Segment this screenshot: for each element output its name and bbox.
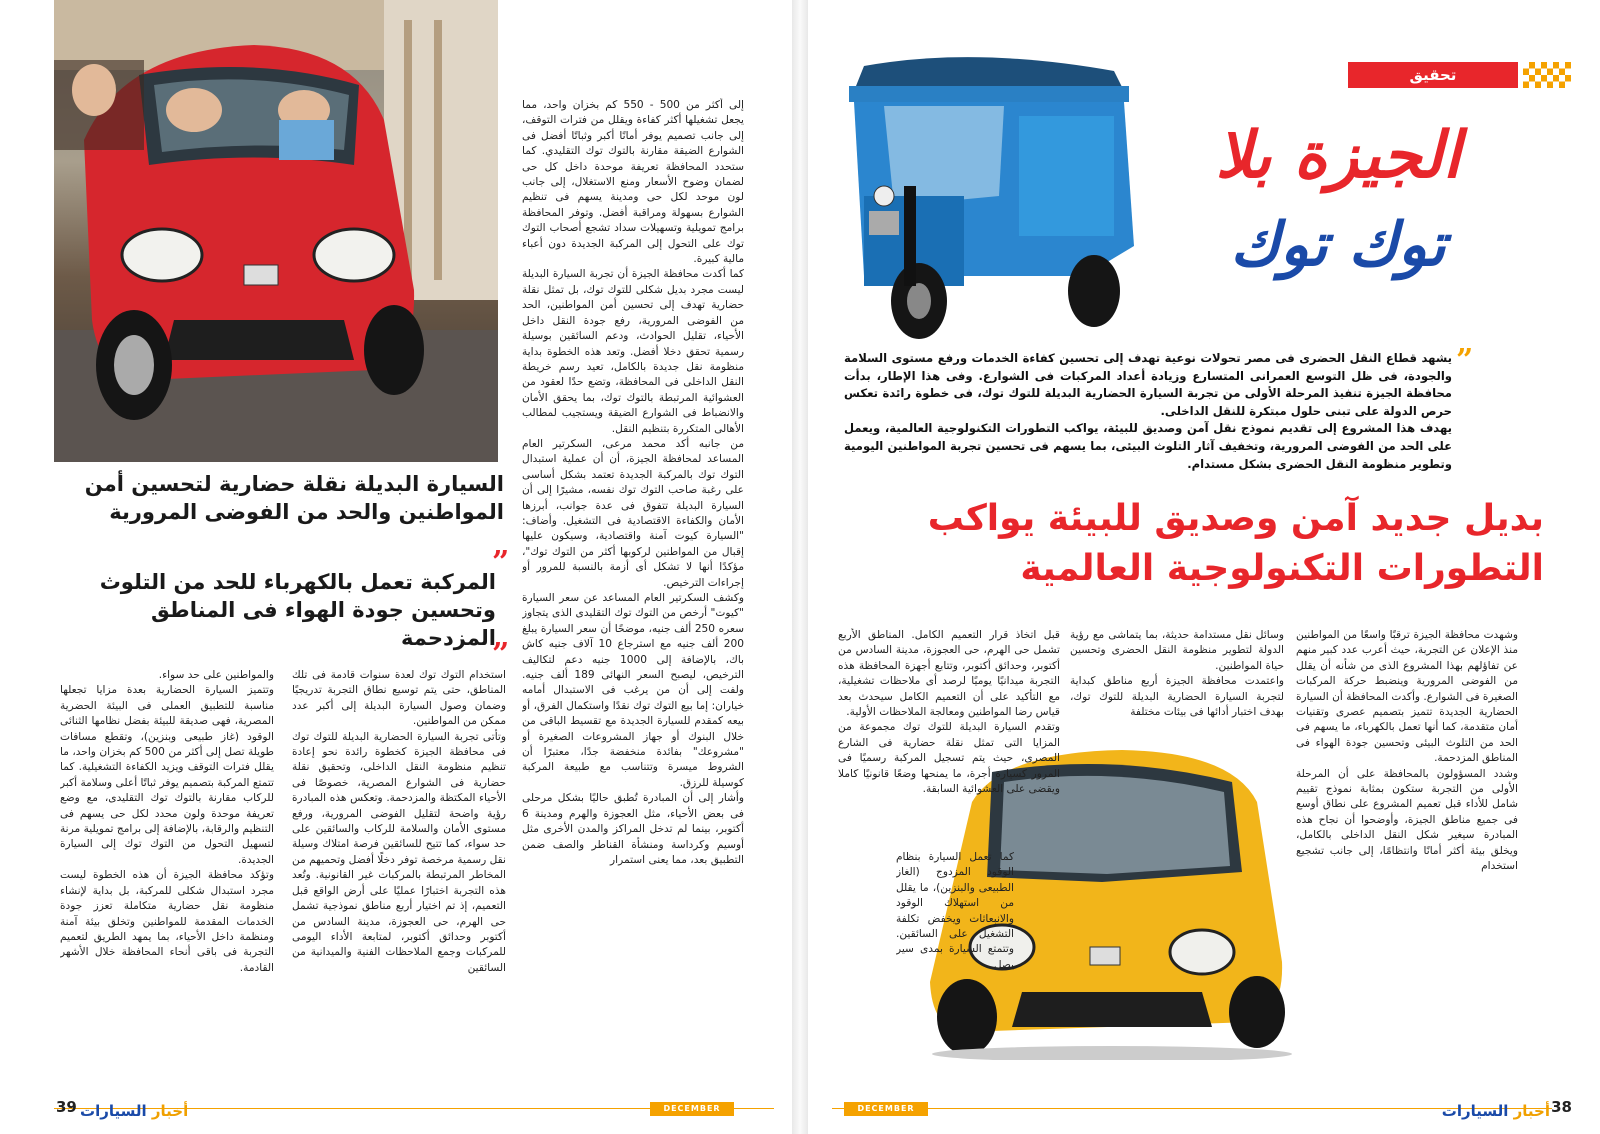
logo-part-b: السيارات: [1441, 1102, 1509, 1120]
intro-paragraph: [844, 350, 1452, 480]
article-column-4: [896, 850, 1014, 1060]
article-column-c: [60, 668, 274, 1060]
column-a-text: إلى أكثر من 500 - 550 كم بخزان واحد، مما يجعل تشغيلها أكثر كفاءة ويقلل من فترات التوقف، إلى جانب تصميم يوفر أمانًا أكبر وثباتًا أفضل فى الشوارع الضيقة مقارنة بالتوك توك التقليدي. كما ستحدد المحافظة تعريفة موحدة داخل كل حى لضمان وضوح الأسعار ومنع الاستغلال، إلى جانب لون موحد لكل حى ومدينة يسهم فى تنظيم الشوارع بسهولة ومراقبة أفضل. وتوفر المحافظة برامج تمويلية وتسهيلات سداد تشجع أصحاب التوك توك على التحول إلى المركبة الجديدة دون أعباء مالية كبيرة. كما أكدت محافظة الجيزة أن تجربة السيارة البديلة ليست مجرد بديل شكلى للتوك توك، بل تمثل نقلة حضارية تهدف إلى تحسين أمن المواطنين، الحد من الفوضى المرورية، رفع جودة النقل داخل الأحياء، تقليل الحوادث، ودعم السائقين بوسيلة رسمية تحقق دخلا أفضل. وتعد هذه الخطوة بداية منظومة نقل جديدة بالكامل، تعيد رسم خريطة النقل الداخلى فى المحافظة، وتضع حدًا لعقود من العشوائية المرتبطة بالتوك توك، بما يحقق الأمان والانضباط فى الشوارع الضيقة ويستجيب لمطالب الأهالى المتكررة بتنظيم النقل. من جانبه أكد محمد مرعى، السكرتير العام المساعد لمحافظة الجيزة، أن أن عملية استبدال التوك توك بالمركبة الجديدة تعتمد بشكل أساسى على رغبة صاحب التوك توك نفسه، مشيرًا إلى أن السيارة البديلة تتفوق فى عدة جوانب، أبرزها الأمان والكفاءة الاقتصادية فى التشغيل. وأضاف: "السيارة كيوت آمنة واقتصادية، وسيكون عليها إقبال من المواطنين لركوبها أكثر من التوك توك"، مؤكدًا أنها لا تشكل أى أزمة بالنسبة للمرور أو إجراءات الترخيص. وكشف السكرتير العام المساعد عن سعر السيارة "كيوت" أرخص من التوك توك التقليدى الذى يتجاوز سعره 250 ألف جنيه، موضحًا أن سعر السيارة يبلغ 200 ألف جنيه مع استرجاع 10 آلاف جنيه كاش باك، بالإضافة إلى 1000 جنيه دعم لتكاليف الترخيص، ليصبح السعر النهائى 189 ألف جنيه. ولفت إلى أن من يرغب فى الاستبدال أمامه خياران: إما بيع التوك توك نقدًا واستكمال الفرق، أو بيعه كمقدم للسيارة الجديدة مع تقسيط الباقى من خلال البنوك أو جهاز المشروعات الصغيرة أو "مشروعك" بفائدة منخفضة جدًا، معتبرًا أن الشروط ميسرة وتتناسب مع طبيعة المركبة كوسيلة للرزق. وأشار إلى أن المبادرة تُطبق حاليًا بشكل مرحلى فى بعض الأحياء، مثل العجوزة والهرم ومدينة 6 أكتوبر، بينما لم تدخل المراكز والمدن الأخرى مثل أوسيم وكرداسة ومنشأة القناطر والصف ضمن التطبيق بعد، مما يعنى استمرار: [522, 99, 744, 866]
article-column-a: [522, 98, 744, 1060]
main-title-line-1: الجيزة بلا: [1215, 119, 1461, 193]
checker-flag-icon: [1523, 62, 1571, 88]
section-tag: [1348, 62, 1518, 88]
caption-heading-2: المركبة تعمل بالكهرباء للحد من التلوث وتحسين جودة الهواء فى المناطق المزدحمة: [99, 570, 496, 650]
main-title-line-2: توك توك: [1230, 210, 1446, 280]
caption-heading-1: السيارة البديلة نقلة حضارية لتحسين أمن المواطنين والحد من الفوضى المرورية: [84, 472, 504, 524]
section-tag-label: تحقيق: [1409, 66, 1457, 84]
tuktuk-illustration: [824, 46, 1154, 346]
magazine-logo: [80, 1102, 188, 1120]
article-column-2: [1070, 628, 1284, 738]
column-2-text: وسائل نقل مستدامة حديثة، بما يتماشى مع رؤية الدولة لتطوير منظومة النقل الحضرى وتحسين حياة المواطنين. واعتمدت محافظة الجيزة أربع مناطق كبداية لتجربة السيارة الحضارية البديلة للتوك توك، بهدف اختبار أدائها فى بيئات مختلفة: [1070, 629, 1284, 719]
red-car-illustration: [54, 0, 498, 462]
quote-mark-icon-2: ”: [492, 637, 510, 672]
column-4-text: كما تعمل السيارة بنظام الوقود المزدوج (الغاز الطبيعى والبنزين)، ما يقلل من استهلاك الوقود والانبعاثات ويخفض تكلفة التشغيل على السائقين. وتتمتع السيارة بمدى سير يصل: [896, 851, 1014, 971]
red-car-photo: [54, 0, 498, 462]
logo-part-a: أخبار: [1513, 1102, 1550, 1120]
column-1-text: وشهدت محافظة الجيزة ترقبًا واسعًا من المواطنين منذ الإعلان عن التجربة، حيث أعرب عدد كبير منهم عن تفاؤلهم بهذا المشروع الذى من شأنه أن يقلل من الفوضى المرورية وينضبط حركة المركبات الصغيرة فى الشوارع. وأكدت المحافظة أن السيارة الحضارية الجديدة تتميز بتصميم عصرى وتقنيات أمان متقدمة، كما أنها تعمل بالكهرباء، ما يسهم فى الحد من التلوث البيئى وتحسين جودة الهواء فى المناطق المزدحمة. وشدد المسؤولون بالمحافظة على أن المرحلة الأولى من التجربة ستكون بمثابة نموذج تقييم شامل للأداء قبل تعميم المشروع على نطاق أوسع فى جميع مناطق الجيزة، وأوضحوا أن نجاح هذه المبادرة سيغير شكل النقل الداخلى بالكامل، ويخلق بيئة أكثر أمانًا وانتظامًا، إلى جانب تشجيع استخدام: [1296, 629, 1518, 873]
issue-month: DECEMBER 2025: [650, 1102, 734, 1116]
logo-part-b: السيارات: [80, 1102, 147, 1120]
page-number: 39: [56, 1098, 77, 1116]
page-number: 38: [1551, 1098, 1572, 1116]
intro-quote-mark-icon: ”: [1456, 343, 1474, 378]
page-gutter: [792, 0, 808, 1134]
tuktuk-photo: [824, 46, 1154, 346]
article-column-1: [1296, 628, 1518, 1060]
quote-mark-icon: ”: [492, 545, 510, 580]
column-b-text: استخدام التوك توك لعدة سنوات قادمة فى تلك المناطق، حتى يتم توسيع نطاق التجربة تدريجيًا وضمان وصول السيارة البديلة إلى أكبر عدد ممكن من المواطنين. وتأتى تجربة السيارة الحضارية البديلة للتوك توك فى محافظة الجيزة كخطوة رائدة نحو إعادة تنظيم منظومة النقل الداخلى، وتحقيق نقلة حضارية فى الشوارع المصرية، خصوصًا فى الأحياء المكتظة والمزدحمة. وتعكس هذه المبادرة رؤية واضحة لتقليل الفوضى المرورية، ورفع مستوى الأمان والسلامة للركاب والسائقين على حد سواء، كما تتيح للسائقين فرصة امتلاك وسيلة نقل رسمية مرخصة توفر دخلًا أفضل وتحميهم من المخاطر المرتبطة بالمركبات غير القانونية. وتُعد هذه التجربة اختبارًا عمليًا على أرض الواقع قبل التعميم، إذ تم اختيار أربع مناطق نموذجية تشمل حى الهرم، حى العجوزة، مدينة السادس من أكتوبر وحدائق أكتوبر، لمتابعة الأداء اليومى للمركبات وجمع الملاحظات الفنية والميدانية من السائقين: [292, 669, 506, 974]
column-c-text: والمواطنين على حد سواء. وتتميز السيارة الحضارية بعدة مزايا تجعلها مناسبة للتطبيق العملى فى البيئة الحضرية المصرية، فهى صديقة للبيئة بفضل نظامها الثنائى الوقود (غاز طبيعى وبنزين)، وتقطع مسافات طويلة تصل إلى أكثر من 500 كم بخزان واحد، ما يقلل فترات التوقف ويزيد الكفاءة التشغيلية. كما تتمتع المركبة بتصميم يوفر ثباتًا أعلى وسلامة أكبر للركاب مقارنة بالتوك توك التقليدى، مع وضع تعريفة موحدة ولون محدد لكل حى يسهم فى التنظيم والرقابة، بالإضافة إلى برامج تمويلية مرنة لتسهيل التحول من التوك توك إلى السيارة الجديدة. وتؤكد محافظة الجيزة أن هذه الخطوة ليست مجرد استبدال شكلى للمركبة، بل بداية لإنشاء منظومة نقل حضارية متكاملة تعزز جودة الخدمات المقدمة للمواطنين وتخلق بيئة آمنة ومنظمة داخل الأحياء، بما يمهد الطريق لتعميم التجربة فى باقى أنحاء المحافظة خلال الأشهر القادمة.: [60, 669, 274, 974]
intro-text: يشهد قطاع النقل الحضرى فى مصر تحولات نوعية تهدف إلى تحسين كفاءة الخدمات ورفع مستوى السلامة والجودة، فى ظل التوسع العمرانى المتسارع وزيادة أعداد المركبات فى الشوارع. وفى هذا الإطار، بدأت محافظة الجيزة تنفيذ المرحلة الأولى من تجربة السيارة الحضارية البديلة للتوك توك، فى خطوة رائدة تعكس حرص الدولة على تبنى حلول مبتكرة للنقل الداخلى. يهدف هذا المشروع إلى تقديم نموذج نقل آمن وصديق للبيئة، يواكب التطورات التكنولوجية العالمية، ويعمل على الحد من الفوضى المرورية، وتخفيف آثار التلوث البيئى، بما يسهم فى تحسين تجربة المواطنين اليومية وتطوير منظومة النقل الحضرى بشكل مستدام.: [844, 351, 1452, 471]
column-3-text: قبل اتخاذ قرار التعميم الكامل. المناطق الأربع تشمل حى الهرم، حى العجوزة، مدينة السادس من أكتوبر، وحدائق أكتوبر، وتتابع أجهزة المحافظة هذه التجربة ميدانيًا يوميًا لرصد أى ملاحظات تشغيلية، مع التأكيد على أن التعميم الكامل سيحدث بعد قياس رضا المواطنين ومعالجة الملاحظات الأولية. وتقدم السيارة البديلة للتوك توك مجموعة من المزايا التى تمثل نقلة حضارية فى الشارع المصرى، حيث يتم تسجيل المركبة رسميًا فى المرور كسيارة أجرة، ما يمنحها وضعًا قانونيًا كاملا ويقضى على العشوائية السابقة.: [838, 629, 1060, 796]
magazine-logo: [1442, 1102, 1550, 1120]
article-column-b: [292, 668, 506, 1060]
page-38: [808, 0, 1600, 1134]
article-column-3: [838, 628, 1060, 828]
issue-month: DECEMBER 2025: [844, 1102, 928, 1116]
page-39: [0, 0, 792, 1134]
main-headline: بديل جديد آمن وصديق للبيئة يواكب التطورات التكنولوجية العالمية: [927, 498, 1544, 589]
logo-part-a: أخبار: [151, 1102, 189, 1120]
